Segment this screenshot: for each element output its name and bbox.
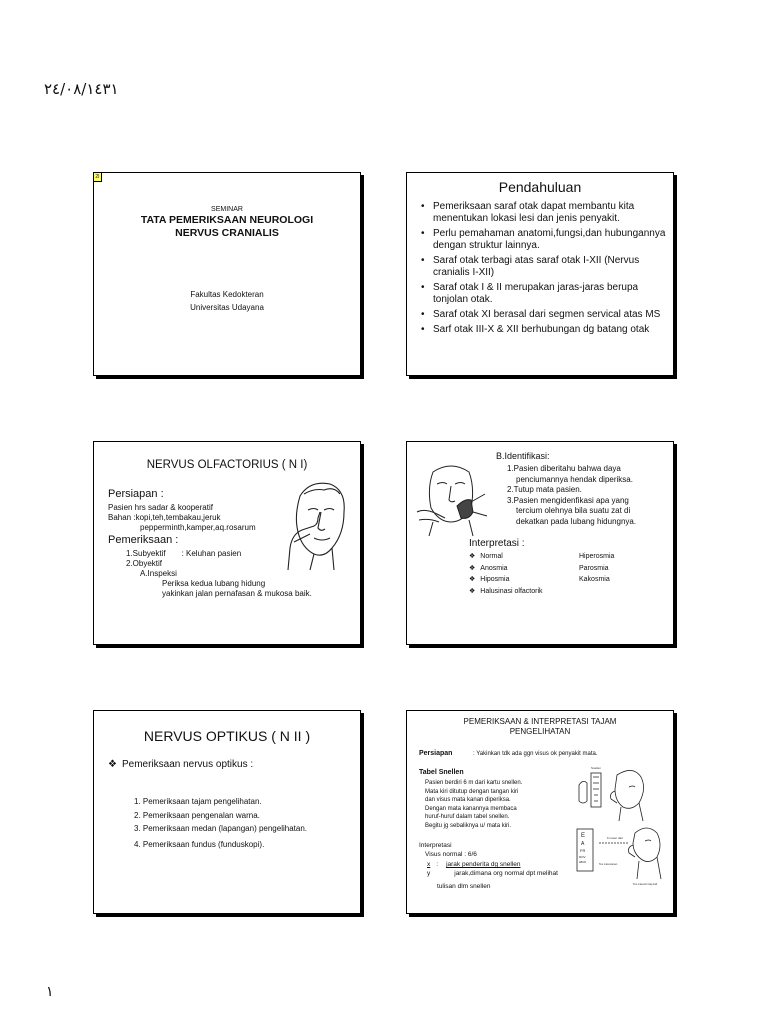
interpretasi-col2 (579, 551, 614, 586)
slide-title (93, 172, 361, 376)
text-line: Periksa kedua lubang hidung (162, 579, 266, 588)
slide-title-line1: TATA PEMERIKSAAN NEUROLOGI (140, 214, 314, 226)
figure-label: Snellen (591, 766, 602, 770)
formula-y: y (427, 870, 431, 877)
list-item: • Saraf otak XI berasal dari segmen servical atas MS (419, 309, 669, 321)
svg-text:DOV: DOV (579, 855, 586, 859)
text-line: A.Inspeksi (140, 569, 177, 578)
text-line: dan visus mata kanan diperiksa. (425, 797, 511, 803)
text-line: penciumannya hendak diperiksa. (516, 474, 633, 484)
formula-y-text2: tulisan dlm snellen (437, 883, 491, 890)
figure-label: 6 meter dari (607, 836, 624, 840)
persiapan-text (108, 503, 256, 533)
text-line: Begitu jg sebaliknya u/ mata kiri. (425, 822, 512, 829)
formula-x: x (427, 861, 431, 868)
optikus-items (134, 795, 307, 851)
pemeriksaan-label: Pemeriksaan : (108, 534, 179, 546)
formula-x-text: jarak penderita dg snellen (446, 861, 521, 868)
text-line: 1.Subyektif (126, 549, 166, 558)
slide-heading: NERVUS OLFACTORIUS ( N I) (146, 459, 308, 471)
slide-optikus (93, 710, 361, 914)
persiapan-label: Persiapan : (108, 488, 164, 500)
list-item: 4. Pemeriksaan fundus (funduskopi). (134, 839, 265, 849)
list-item: ❖ Anosmia (469, 563, 543, 575)
text-line: 2.Obyektif (126, 559, 163, 568)
visus-formula (427, 860, 558, 891)
list-item: • Pemeriksaan saraf otak dapat membantu kita menentukan lokasi lesi dan jenis penyakit. (419, 201, 669, 225)
text-line: 2.Tutup mata pasien. (507, 485, 582, 494)
slide-heading-line2: PENGELIHATAN (509, 727, 571, 736)
figure-label: Tes mata kiri tiap kali (633, 883, 658, 886)
identifikasi-steps (507, 464, 636, 527)
text-line: tercium olehnya bila suatu zat di (516, 506, 631, 515)
figure-label: Tes mata kanan (599, 863, 618, 866)
svg-text:FR: FR (580, 848, 586, 853)
list-item: 1. Pemeriksaan tajam pengelihatan. (134, 797, 262, 806)
slide-title-line2: NERVUS CRANIALIS (175, 227, 279, 239)
list-item: Parosmia (579, 564, 609, 572)
text-line: Mata kiri ditutup dengan tangan kiri (425, 788, 519, 795)
list-item: 2. Pemeriksaan pengenalan warna. (134, 810, 260, 820)
text-value: : Keluhan pasien (181, 549, 242, 558)
list-item: • Saraf otak I & II merupakan jaras-jaras berupa tonjolan otak. (419, 282, 669, 306)
bullet-list (419, 201, 669, 336)
formula-colon: : (436, 861, 439, 868)
text-line: Pasien hrs sadar & kooperatif (108, 503, 213, 512)
list-item: Kakosmia (579, 576, 610, 583)
institution-line2: Universitas Udayana (190, 303, 264, 312)
formula-y-text: jarak,dimana org normal dpt melihat (454, 870, 558, 877)
slide-snellen (406, 710, 674, 914)
interpretasi-label: Interpretasi : (469, 538, 525, 549)
slide-heading: NERVUS OPTIKUS ( N II ) (143, 728, 311, 744)
text-line: Dengan mata kanannya membaca (425, 805, 517, 812)
seminar-label: SEMINAR (211, 206, 243, 213)
slide-heading-line1: PEMERIKSAAN & INTERPRETASI TAJAM (463, 717, 617, 726)
snellen-test-illustration (573, 761, 671, 887)
slide-heading: Pendahuluan (498, 179, 582, 195)
identifikasi-heading: B.Identifikasi: (496, 451, 550, 461)
slide-pendahuluan (406, 172, 674, 376)
persiapan-label: Persiapan (419, 750, 453, 757)
interpretasi-col1 (469, 551, 543, 597)
visus-normal: Visus normal : 6/6 (425, 851, 477, 858)
interpretasi-label: Interpretasi (419, 842, 452, 849)
list-item: Hiperosmia (579, 553, 615, 560)
list-item: • Perlu pemahaman anatomi,fungsi,dan hubungannya dengan struktur lainnya. (419, 228, 669, 252)
nose-exam-illustration (280, 476, 352, 572)
list-item: ❖ Halusinasi olfactorik (469, 586, 543, 598)
svg-text:E: E (581, 833, 586, 839)
text-line: 3.Pasien mengidenfikasi apa yang (507, 495, 629, 505)
optikus-subtitle: ❖ Pemeriksaan nervus optikus : (108, 759, 253, 770)
slide-olfactorius (93, 441, 361, 645)
list-item: 3. Pemeriksaan medan (lapangan) pengelihatan. (134, 824, 308, 833)
text-line: Bahan :kopi,teh,tembakau,jeruk (108, 513, 221, 522)
tabel-text (425, 779, 522, 830)
slide-badge: 2I (93, 172, 102, 182)
svg-text:ABCD: ABCD (579, 861, 586, 864)
persiapan-text: : Yakinkan tdk ada ggn visus ok penyakit mata. (473, 751, 598, 757)
text-line: dekatkan pada lubang hidungnya. (516, 516, 637, 526)
text-line: yakinkan jalan pernafasan & mukosa baik. (162, 589, 312, 598)
slide-identifikasi (406, 441, 674, 645)
tabel-label: Tabel Snellen (419, 769, 464, 776)
svg-text:A: A (581, 841, 585, 847)
list-item: • Saraf otak terbagi atas saraf otak I-XII (Nervus cranialis I-XII) (419, 255, 669, 279)
list-item: • Sarf otak III-X & XII berhubungan dg batang otak (419, 324, 669, 336)
text-line: 1.Pasien diberitahu bahwa daya (507, 464, 621, 473)
institution-line1: Fakultas Kedokteran (190, 290, 264, 299)
header-date: ٢٤/٠٨/١٤٣١ (44, 80, 119, 98)
text-line: Pasien berdiri 6 m dari kartu snellen. (425, 780, 523, 786)
list-item: ❖ Hiposmia (469, 574, 543, 586)
list-item: ❖ Normal (469, 551, 543, 563)
text-line: huruf-huruf dalam tabel snellen. (425, 814, 510, 820)
text-line: pepperminth,kamper,aq.rosarum (140, 523, 256, 532)
page-number: ١ (46, 984, 54, 1000)
smell-test-illustration (415, 458, 489, 538)
